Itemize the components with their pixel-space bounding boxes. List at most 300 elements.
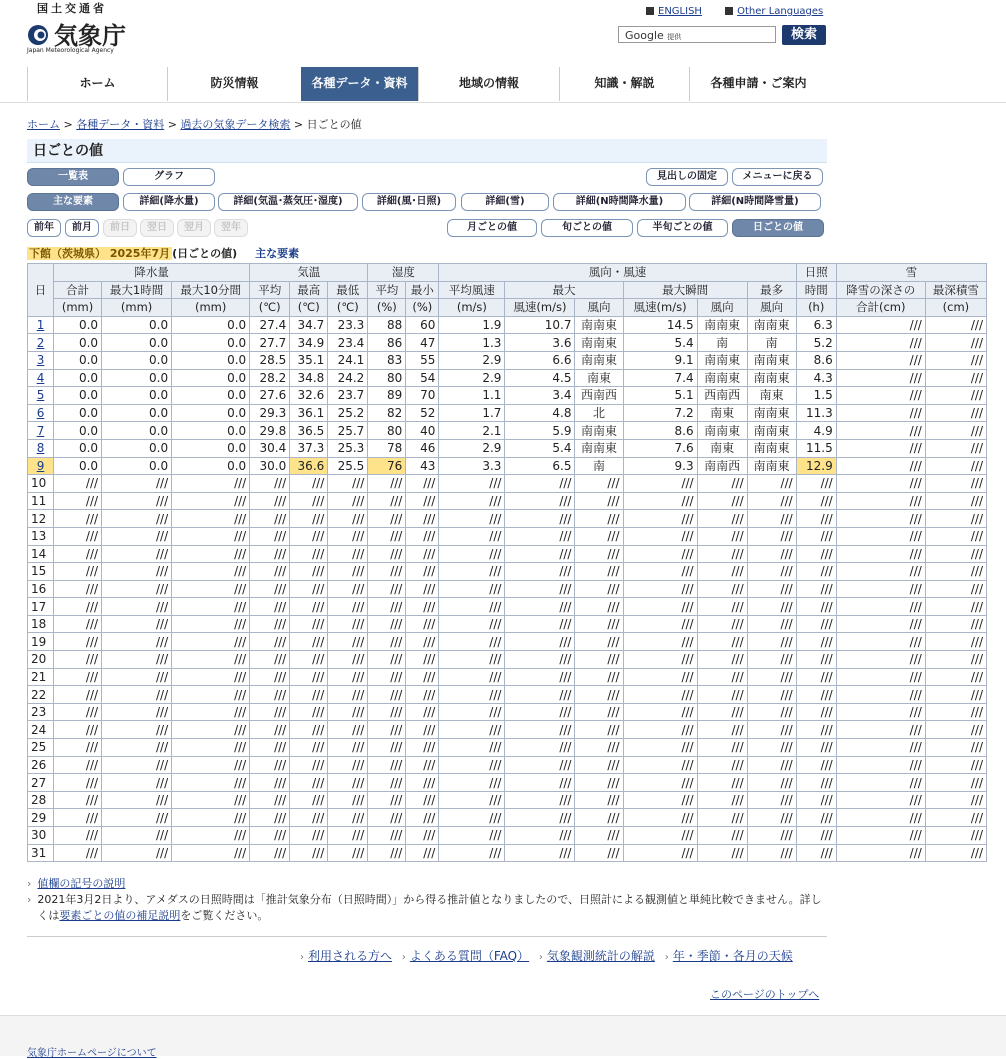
table-row	[28, 334, 987, 352]
table-cell: 6.5	[505, 457, 575, 475]
table-cell: 27.7	[250, 334, 290, 352]
table-cell: ///	[925, 475, 986, 493]
nav-home[interactable]: ホーム	[27, 67, 167, 101]
table-cell: ///	[290, 527, 328, 545]
table-row	[28, 809, 987, 827]
table-cell: 5.2	[796, 334, 836, 352]
table-cell: ///	[623, 791, 697, 809]
table-row	[28, 563, 987, 581]
table-cell: ///	[54, 527, 102, 545]
table-cell: ///	[54, 615, 102, 633]
table-cell: ///	[368, 668, 406, 686]
table-cell: ///	[328, 598, 368, 616]
table-row	[28, 721, 987, 739]
table-row	[28, 598, 987, 616]
table-cell: 0.0	[172, 369, 250, 387]
table-cell: 11.3	[796, 404, 836, 422]
table-cell: ///	[54, 774, 102, 792]
table-cell: ///	[406, 791, 439, 809]
table-cell: ///	[250, 756, 290, 774]
table-cell: ///	[836, 527, 925, 545]
table-row	[28, 422, 987, 440]
day-cell: 27	[28, 774, 54, 792]
table-cell: ///	[836, 756, 925, 774]
table-cell: ///	[836, 809, 925, 827]
table-cell: 3.4	[505, 387, 575, 405]
day-cell: 15	[28, 563, 54, 581]
table-row	[28, 387, 987, 405]
daily-button[interactable]: 日ごとの値	[732, 219, 824, 237]
table-cell: ///	[796, 633, 836, 651]
table-cell: ///	[747, 703, 796, 721]
table-cell: ///	[697, 774, 747, 792]
table-cell: ///	[836, 422, 925, 440]
table-cell: ///	[623, 492, 697, 510]
day-cell[interactable]	[28, 404, 54, 422]
breadcrumb: ホーム > 各種データ・資料 > 過去の気象データ検索 > 日ごとの値	[27, 118, 362, 131]
table-cell: 南南東	[747, 369, 796, 387]
table-cell: ///	[368, 475, 406, 493]
header-total: 合計	[54, 281, 102, 299]
table-cell: 1.9	[439, 316, 505, 334]
table-cell: ///	[172, 844, 250, 862]
half-dekad-button[interactable]: 半旬ごとの値	[637, 219, 728, 237]
table-cell: ///	[172, 492, 250, 510]
table-cell: ///	[623, 615, 697, 633]
unit-percent: (%)	[368, 299, 406, 317]
nav-region[interactable]: 地域の情報	[418, 67, 559, 101]
header-avg-wind: 平均風速	[439, 281, 505, 299]
day-link[interactable]: 8	[36, 441, 45, 456]
table-cell: 0.0	[54, 422, 102, 440]
unit-direction: 風向	[747, 299, 796, 317]
table-cell: ///	[368, 756, 406, 774]
table-cell: 南南東	[747, 351, 796, 369]
table-cell: ///	[250, 686, 290, 704]
stats-explanation-link[interactable]: 気象観測統計の解説	[546, 949, 655, 963]
table-cell: ///	[836, 475, 925, 493]
table-cell: ///	[406, 651, 439, 669]
table-cell: 0.0	[102, 334, 172, 352]
table-cell: 南	[747, 334, 796, 352]
table-cell: ///	[172, 756, 250, 774]
detail-nprecip-button[interactable]: 詳細(N時間降水量)	[553, 193, 686, 211]
breadcrumb-search[interactable]: 過去の気象データ検索	[180, 118, 291, 131]
table-cell: ///	[172, 651, 250, 669]
table-cell: ///	[102, 844, 172, 862]
unit-mm: (mm)	[172, 299, 250, 317]
detail-wind-button[interactable]: 詳細(風･日照)	[362, 193, 456, 211]
other-languages-link[interactable]: Other Languages	[737, 6, 824, 17]
table-cell: ///	[505, 827, 575, 845]
table-cell: ///	[250, 791, 290, 809]
table-cell: ///	[250, 475, 290, 493]
station-suffix: (日ごとの値)	[172, 247, 238, 260]
table-cell: ///	[836, 545, 925, 563]
table-cell: ///	[328, 739, 368, 757]
table-cell: ///	[575, 563, 623, 581]
table-cell: ///	[290, 580, 328, 598]
table-cell: 5.9	[505, 422, 575, 440]
table-cell: ///	[836, 774, 925, 792]
table-cell: ///	[406, 809, 439, 827]
table-cell: ///	[290, 668, 328, 686]
table-cell: ///	[747, 510, 796, 528]
table-cell: ///	[505, 633, 575, 651]
search-input[interactable]	[618, 26, 776, 43]
table-cell: ///	[439, 651, 505, 669]
day-link[interactable]: 3	[36, 353, 45, 368]
table-cell: ///	[172, 668, 250, 686]
dekad-button[interactable]: 旬ごとの値	[541, 219, 633, 237]
header-humidity: 湿度	[368, 264, 439, 282]
table-cell: ///	[439, 739, 505, 757]
next-month-button: 翌月	[177, 219, 211, 237]
table-cell: ///	[836, 615, 925, 633]
table-cell: ///	[328, 580, 368, 598]
table-cell: ///	[328, 510, 368, 528]
sunshine-note	[37, 892, 827, 924]
table-cell: ///	[836, 351, 925, 369]
main-elements-button[interactable]: 主な要素	[27, 193, 119, 211]
table-cell: 28.5	[250, 351, 290, 369]
breadcrumb-home[interactable]: ホーム	[27, 118, 60, 131]
table-cell: ///	[439, 809, 505, 827]
table-cell: ///	[54, 492, 102, 510]
header-sunshine: 日照	[796, 264, 836, 282]
table-row	[28, 475, 987, 493]
supplement-link[interactable]: 要素ごとの値の補足説明	[59, 909, 181, 922]
table-cell: ///	[172, 739, 250, 757]
table-cell: ///	[406, 475, 439, 493]
table-row	[28, 510, 987, 528]
unit-ms: (m/s)	[439, 299, 505, 317]
table-cell: 南南東	[697, 351, 747, 369]
table-cell: ///	[368, 510, 406, 528]
table-row	[28, 827, 987, 845]
table-cell: ///	[747, 527, 796, 545]
table-row	[28, 527, 987, 545]
day-cell: 28	[28, 791, 54, 809]
table-cell: ///	[505, 545, 575, 563]
arrow-icon: ›	[664, 952, 669, 963]
table-cell: ///	[836, 457, 925, 475]
table-cell: ///	[439, 545, 505, 563]
nav-application[interactable]: 各種申請・ご案内	[689, 67, 827, 101]
table-cell: 4.8	[505, 404, 575, 422]
table-cell: 南南東	[575, 334, 623, 352]
table-cell: ///	[836, 492, 925, 510]
table-cell: ///	[925, 439, 986, 457]
table-cell: 55	[406, 351, 439, 369]
day-cell[interactable]	[28, 316, 54, 334]
table-cell: ///	[505, 475, 575, 493]
day-cell[interactable]	[28, 387, 54, 405]
table-cell: ///	[623, 827, 697, 845]
day-link[interactable]: 1	[36, 318, 45, 333]
detail-precip-button[interactable]: 詳細(降水量)	[123, 193, 215, 211]
table-cell: ///	[836, 633, 925, 651]
table-cell: 76	[368, 457, 406, 475]
table-row	[28, 668, 987, 686]
table-cell: ///	[54, 510, 102, 528]
table-cell: 78	[368, 439, 406, 457]
table-cell: 南南東	[575, 351, 623, 369]
table-cell: ///	[925, 739, 986, 757]
table-cell: ///	[836, 598, 925, 616]
agency-name[interactable]: 気象庁	[54, 22, 126, 50]
table-cell: 24.1	[328, 351, 368, 369]
table-cell: ///	[290, 844, 328, 862]
table-cell: ///	[102, 703, 172, 721]
page-top-link[interactable]: このページのトップへ	[710, 988, 820, 1001]
fix-heading-button[interactable]: 見出しの固定	[646, 168, 728, 186]
header-max-wind: 最大	[505, 281, 623, 299]
table-cell: ///	[505, 686, 575, 704]
table-cell: ///	[368, 545, 406, 563]
detail-snow-button[interactable]: 詳細(雪)	[461, 193, 549, 211]
table-cell: ///	[747, 615, 796, 633]
table-cell: 西南西	[697, 387, 747, 405]
table-cell: ///	[54, 739, 102, 757]
table-row	[28, 791, 987, 809]
table-cell: ///	[406, 545, 439, 563]
header-max1h: 最大1時間	[102, 281, 172, 299]
back-to-menu-button[interactable]: メニューに戻る	[732, 168, 823, 186]
table-cell: ///	[368, 739, 406, 757]
table-cell: ///	[290, 756, 328, 774]
table-cell: ///	[102, 545, 172, 563]
table-cell: ///	[505, 739, 575, 757]
table-cell: ///	[328, 686, 368, 704]
table-cell: 27.4	[250, 316, 290, 334]
header-mode-dir: 最多	[747, 281, 796, 299]
table-cell: 0.0	[102, 404, 172, 422]
table-cell: ///	[54, 721, 102, 739]
table-cell: ///	[925, 791, 986, 809]
next-year-button: 翌年	[214, 219, 248, 237]
day-cell[interactable]	[28, 422, 54, 440]
day-link[interactable]: 4	[36, 370, 45, 385]
table-cell: ///	[747, 721, 796, 739]
daily-data-table	[27, 263, 987, 862]
table-cell: ///	[406, 827, 439, 845]
table-cell: ///	[925, 598, 986, 616]
day-cell[interactable]	[28, 351, 54, 369]
table-cell: ///	[290, 633, 328, 651]
table-cell: ///	[290, 703, 328, 721]
table-cell: 0.0	[54, 334, 102, 352]
table-row	[28, 351, 987, 369]
monthly-button[interactable]: 月ごとの値	[447, 219, 537, 237]
table-cell: ///	[328, 492, 368, 510]
seasonal-weather-link[interactable]: 年・季節・各月の天候	[672, 949, 793, 963]
table-cell: 36.6	[290, 457, 328, 475]
table-cell: ///	[697, 545, 747, 563]
detail-nsnow-button[interactable]: 詳細(N時間降雪量)	[689, 193, 821, 211]
table-cell: 2.1	[439, 422, 505, 440]
english-link[interactable]: ENGLISH	[658, 6, 702, 17]
table-cell: 30.0	[250, 457, 290, 475]
table-cell: ///	[172, 721, 250, 739]
table-cell: ///	[54, 827, 102, 845]
table-cell: 40	[406, 422, 439, 440]
table-cell: ///	[505, 668, 575, 686]
table-cell: ///	[102, 527, 172, 545]
graph-view-button[interactable]: グラフ	[123, 168, 215, 186]
table-cell: 5.4	[623, 334, 697, 352]
table-cell: ///	[250, 668, 290, 686]
table-cell: ///	[102, 686, 172, 704]
table-cell: 0.0	[102, 316, 172, 334]
page-title: 日ごとの値	[27, 139, 827, 163]
for-users-link[interactable]: 利用される方へ	[308, 949, 393, 963]
nav-disaster[interactable]: 防災情報	[167, 67, 301, 101]
table-cell: ///	[328, 545, 368, 563]
table-cell: 0.0	[172, 422, 250, 440]
day-cell[interactable]	[28, 334, 54, 352]
table-cell: ///	[505, 791, 575, 809]
table-cell: 32.6	[290, 387, 328, 405]
table-cell: ///	[505, 721, 575, 739]
day-cell: 17	[28, 598, 54, 616]
faq-link[interactable]: よくある質問（FAQ）	[409, 949, 530, 963]
table-cell: 86	[368, 334, 406, 352]
table-cell: ///	[575, 598, 623, 616]
day-cell[interactable]	[28, 369, 54, 387]
table-cell: ///	[697, 651, 747, 669]
search-button[interactable]: 検索	[782, 25, 826, 45]
table-cell: ///	[328, 475, 368, 493]
breadcrumb-data[interactable]: 各種データ・資料	[76, 118, 165, 131]
table-row	[28, 580, 987, 598]
day-link[interactable]: 2	[36, 335, 45, 350]
table-cell: ///	[406, 721, 439, 739]
nav-knowledge[interactable]: 知識・解説	[559, 67, 689, 101]
table-cell: ///	[406, 492, 439, 510]
table-cell: ///	[102, 721, 172, 739]
day-cell: 30	[28, 827, 54, 845]
day-link[interactable]: 7	[36, 423, 45, 438]
table-cell: 25.7	[328, 422, 368, 440]
table-cell: 3.6	[505, 334, 575, 352]
divider	[27, 936, 827, 937]
footer-links	[300, 947, 799, 964]
day-cell[interactable]	[28, 457, 54, 475]
table-cell: ///	[102, 827, 172, 845]
table-cell: ///	[747, 492, 796, 510]
table-cell: ///	[575, 756, 623, 774]
table-cell: ///	[623, 739, 697, 757]
jma-logo-icon[interactable]	[27, 24, 49, 46]
day-cell: 23	[28, 703, 54, 721]
table-cell: ///	[439, 721, 505, 739]
table-cell: 1.1	[439, 387, 505, 405]
table-cell: ///	[697, 527, 747, 545]
table-cell: 南南東	[747, 404, 796, 422]
about-site-link[interactable]: 気象庁ホームページについて	[27, 1048, 157, 1059]
table-cell: ///	[747, 545, 796, 563]
table-cell: ///	[328, 633, 368, 651]
global-nav	[27, 67, 827, 101]
table-cell: ///	[575, 791, 623, 809]
table-cell: ///	[172, 563, 250, 581]
table-cell: ///	[796, 510, 836, 528]
table-cell: ///	[406, 686, 439, 704]
table-cell: ///	[925, 334, 986, 352]
list-view-button[interactable]: 一覧表	[27, 168, 119, 186]
table-cell: ///	[575, 809, 623, 827]
table-cell: ///	[623, 686, 697, 704]
table-cell: ///	[925, 387, 986, 405]
table-cell: ///	[925, 615, 986, 633]
table-cell: 北	[575, 404, 623, 422]
day-cell: 22	[28, 686, 54, 704]
table-cell: 南南東	[575, 439, 623, 457]
table-cell: ///	[328, 721, 368, 739]
table-cell: 25.5	[328, 457, 368, 475]
table-cell: ///	[439, 756, 505, 774]
table-cell: ///	[250, 527, 290, 545]
table-cell: ///	[290, 651, 328, 669]
table-cell: ///	[796, 475, 836, 493]
table-cell: 0.0	[54, 457, 102, 475]
table-cell: ///	[505, 527, 575, 545]
table-cell: ///	[796, 686, 836, 704]
nav-data[interactable]: 各種データ・資料	[301, 67, 418, 101]
detail-temp-button[interactable]: 詳細(気温･蒸気圧･湿度)	[218, 193, 358, 211]
table-cell: ///	[697, 827, 747, 845]
table-cell: ///	[102, 563, 172, 581]
table-cell: ///	[505, 844, 575, 862]
table-cell: ///	[575, 633, 623, 651]
day-link[interactable]: 6	[36, 406, 45, 421]
table-cell: ///	[328, 827, 368, 845]
table-cell: ///	[290, 721, 328, 739]
prev-year-button[interactable]: 前年	[27, 219, 61, 237]
prev-month-button[interactable]: 前月	[65, 219, 99, 237]
day-link[interactable]: 9	[36, 458, 45, 473]
table-cell: ///	[328, 844, 368, 862]
table-cell: ///	[290, 615, 328, 633]
table-cell: ///	[439, 827, 505, 845]
table-cell: ///	[172, 827, 250, 845]
table-cell: ///	[250, 809, 290, 827]
table-cell: ///	[328, 651, 368, 669]
table-cell: ///	[697, 492, 747, 510]
table-cell: ///	[697, 809, 747, 827]
table-cell: ///	[623, 703, 697, 721]
table-cell: 0.0	[102, 422, 172, 440]
symbols-explanation-link[interactable]: 値欄の記号の説明	[37, 877, 126, 890]
table-cell: ///	[747, 791, 796, 809]
table-cell: ///	[623, 844, 697, 862]
table-cell: ///	[505, 703, 575, 721]
table-cell: 52	[406, 404, 439, 422]
table-cell: ///	[796, 668, 836, 686]
table-cell: ///	[623, 545, 697, 563]
table-cell: 23.3	[328, 316, 368, 334]
table-cell: ///	[290, 563, 328, 581]
table-cell: ///	[406, 563, 439, 581]
day-link[interactable]: 5	[36, 388, 45, 403]
table-cell: ///	[328, 615, 368, 633]
day-cell[interactable]	[28, 439, 54, 457]
table-cell: ///	[54, 791, 102, 809]
table-cell: 34.9	[290, 334, 328, 352]
table-cell: ///	[290, 686, 328, 704]
table-cell: 南南東	[575, 422, 623, 440]
